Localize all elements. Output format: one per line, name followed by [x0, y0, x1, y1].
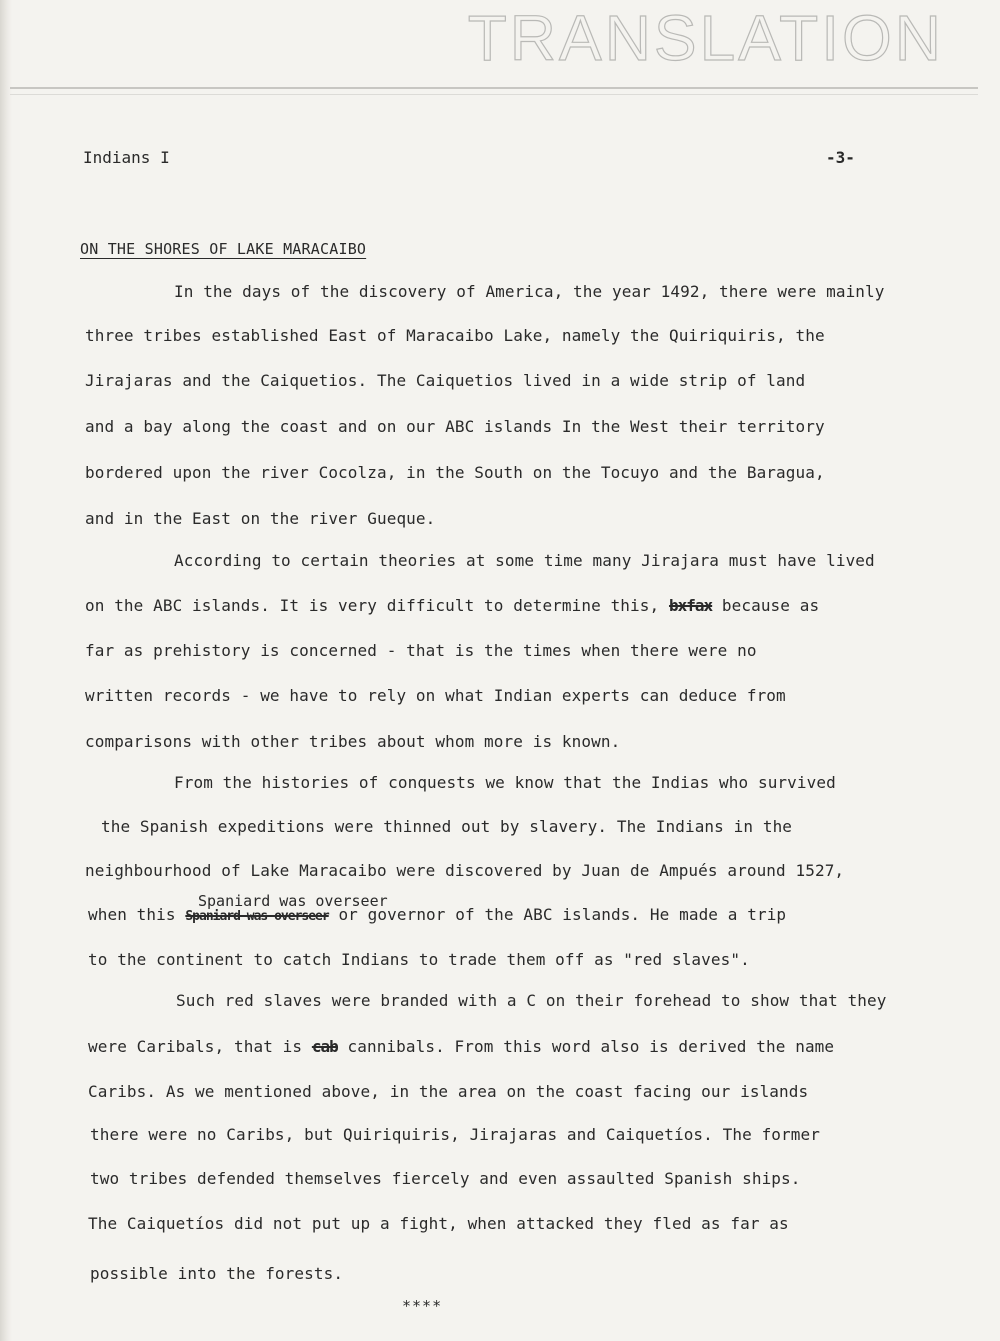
- text-line: Jirajaras and the Caiquetios. The Caiquetios lived in a wide strip of land: [85, 371, 806, 390]
- text-line: Caribs. As we mentioned above, in the area on the coast facing our islands: [88, 1082, 809, 1101]
- text-line: bordered upon the river Cocolza, in the South on the Tocuyo and the Baragua,: [85, 463, 825, 482]
- header-rule: [10, 87, 978, 89]
- text-line: two tribes defended themselves fiercely and even assaulted Spanish ships.: [90, 1169, 801, 1188]
- text-line: [88, 1037, 834, 1057]
- text-segment: or governor of the ABC islands. He made a trip: [338, 905, 787, 924]
- text-line: The Caiquetíos did not put up a fight, when attacked they fled as far as: [88, 1214, 789, 1233]
- page-number: -3-: [826, 148, 855, 167]
- text-line: the Spanish expeditions were thinned out by slavery. The Indians in the: [101, 817, 793, 836]
- text-segment: because as: [721, 596, 820, 615]
- text-line: neighbourhood of Lake Maracaibo were discovered by Juan de Ampués around 1527,: [85, 861, 845, 880]
- end-of-section-mark: ****: [402, 1297, 443, 1315]
- text-line: [88, 905, 786, 927]
- text-line: comparisons with other tribes about whom more is known.: [85, 732, 621, 751]
- text-line: and in the East on the river Gueque.: [85, 509, 436, 528]
- page-edge-shadow: [0, 0, 12, 1341]
- text-line: In the days of the discovery of America, the year 1492, there were mainly: [174, 282, 885, 301]
- text-segment: on the ABC islands. It is very difficult to determine this,: [85, 596, 660, 615]
- struck-out-text: Spaniard was overseer: [185, 909, 329, 924]
- text-line: three tribes established East of Maracaibo Lake, namely the Quiriquiris, the: [85, 326, 825, 345]
- struck-out-text: bxfax: [668, 596, 713, 615]
- text-line: there were no Caribs, but Quiriquiris, Jirajaras and Caiquetíos. The former: [90, 1125, 820, 1144]
- text-line: possible into the forests.: [90, 1264, 344, 1283]
- text-segment: when this: [88, 905, 176, 924]
- text-line: to the continent to catch Indians to trade them off as "red slaves".: [88, 950, 750, 969]
- text-line: Such red slaves were branded with a C on their forehead to show that they: [176, 991, 887, 1010]
- text-segment: were Caribals, that is: [88, 1037, 303, 1056]
- text-line: According to certain theories at some time many Jirajara must have lived: [174, 551, 875, 570]
- text-line: From the histories of conquests we know that the Indias who survived: [174, 773, 836, 792]
- text-segment: cannibals. From this word also is derived the name: [347, 1037, 835, 1056]
- document-section-label: Indians I: [83, 148, 170, 167]
- text-line: far as prehistory is concerned - that is the times when there were no: [85, 641, 757, 660]
- struck-out-text: cab: [311, 1037, 338, 1056]
- translation-stamp: TRANSLATION: [467, 2, 944, 74]
- overtyped-correction: Spaniard was overseer: [198, 892, 388, 910]
- text-line: and a bay along the coast and on our ABC islands In the West their territory: [85, 417, 825, 436]
- header-rule-secondary: [10, 94, 978, 95]
- text-line: written records - we have to rely on what Indian experts can deduce from: [85, 686, 786, 705]
- text-line: [85, 596, 819, 616]
- section-heading: ON THE SHORES OF LAKE MARACAIBO: [80, 240, 367, 258]
